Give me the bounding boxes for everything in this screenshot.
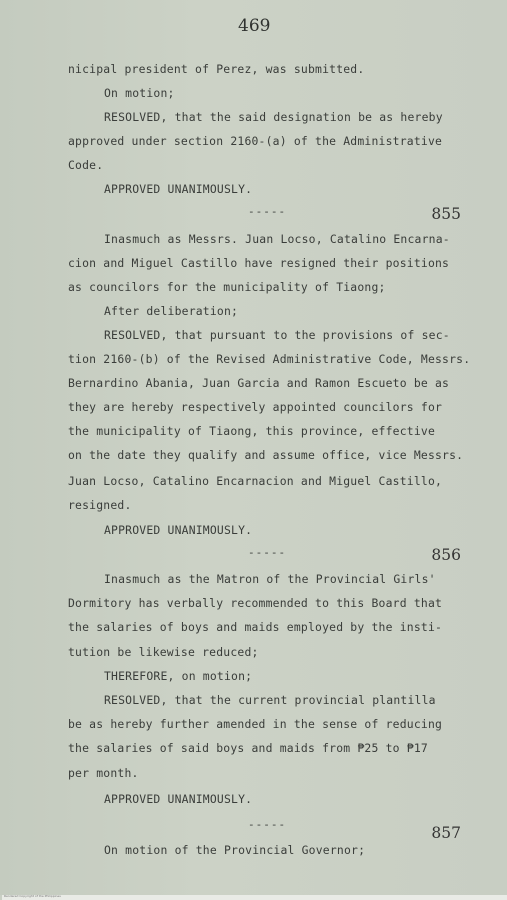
page-number: 469 [238, 16, 271, 36]
text-line: nicipal president of Perez, was submitted. [68, 62, 365, 76]
text-line: Code. [68, 158, 104, 172]
separator-dashes: ----- [248, 205, 287, 218]
text-line: approved under section 2160-(a) of the Administrative [68, 134, 443, 148]
resolution-number: 855 [431, 205, 461, 223]
text-line: RESOLVED, that the current provincial plantilla [104, 693, 436, 707]
text-line: APPROVED UNANIMOUSLY. [104, 792, 253, 806]
text-line: as councilors for the municipality of Tiaong; [68, 280, 386, 294]
resolution-number: 857 [431, 824, 461, 842]
text-line: on the date they qualify and assume office, vice Messrs. [68, 448, 464, 462]
text-line: the salaries of said boys and maids from ₱25 to ₱17 [68, 741, 428, 755]
text-line: tion 2160-(b) of the Revised Administrative Code, Messrs. [68, 352, 471, 366]
text-line: RESOLVED, that pursuant to the provisions of sec- [104, 328, 450, 342]
text-line: be as hereby further amended in the sense of reducing [68, 717, 443, 731]
scan-footer-strip [2, 895, 507, 900]
text-line: resigned. [68, 498, 132, 512]
text-line: Dormitory has verbally recommended to this Board that [68, 596, 443, 610]
text-line: the municipality of Tiaong, this province, effective [68, 424, 436, 438]
text-line: Inasmuch as Messrs. Juan Locso, Catalino Encarna- [104, 232, 450, 246]
resolution-number: 856 [431, 546, 461, 564]
text-line: Bernardino Abania, Juan Garcia and Ramon Escueto be as [68, 376, 450, 390]
text-line: On motion; [104, 86, 175, 100]
text-line: cion and Miguel Castillo have resigned their positions [68, 256, 450, 270]
text-line: Juan Locso, Catalino Encarnacion and Miguel Castillo, [68, 474, 443, 488]
text-line: per month. [68, 766, 139, 780]
separator-dashes: ----- [248, 818, 287, 831]
text-line: APPROVED UNANIMOUSLY. [104, 523, 253, 537]
text-line: they are hereby respectively appointed councilors for [68, 400, 443, 414]
text-line: tution be likewise reduced; [68, 645, 259, 659]
footer-text: Rendered Copyright of the Philippines [4, 894, 61, 898]
text-line: the salaries of boys and maids employed by the insti- [68, 620, 443, 634]
text-line: RESOLVED, that the said designation be as hereby [104, 110, 443, 124]
text-line: APPROVED UNANIMOUSLY. [104, 182, 253, 196]
separator-dashes: ----- [248, 546, 287, 559]
text-line: On motion of the Provincial Governor; [104, 843, 366, 857]
text-line: Inasmuch as the Matron of the Provincial Girls' [104, 572, 436, 586]
text-line: THEREFORE, on motion; [104, 669, 253, 683]
text-line: After deliberation; [104, 304, 239, 318]
